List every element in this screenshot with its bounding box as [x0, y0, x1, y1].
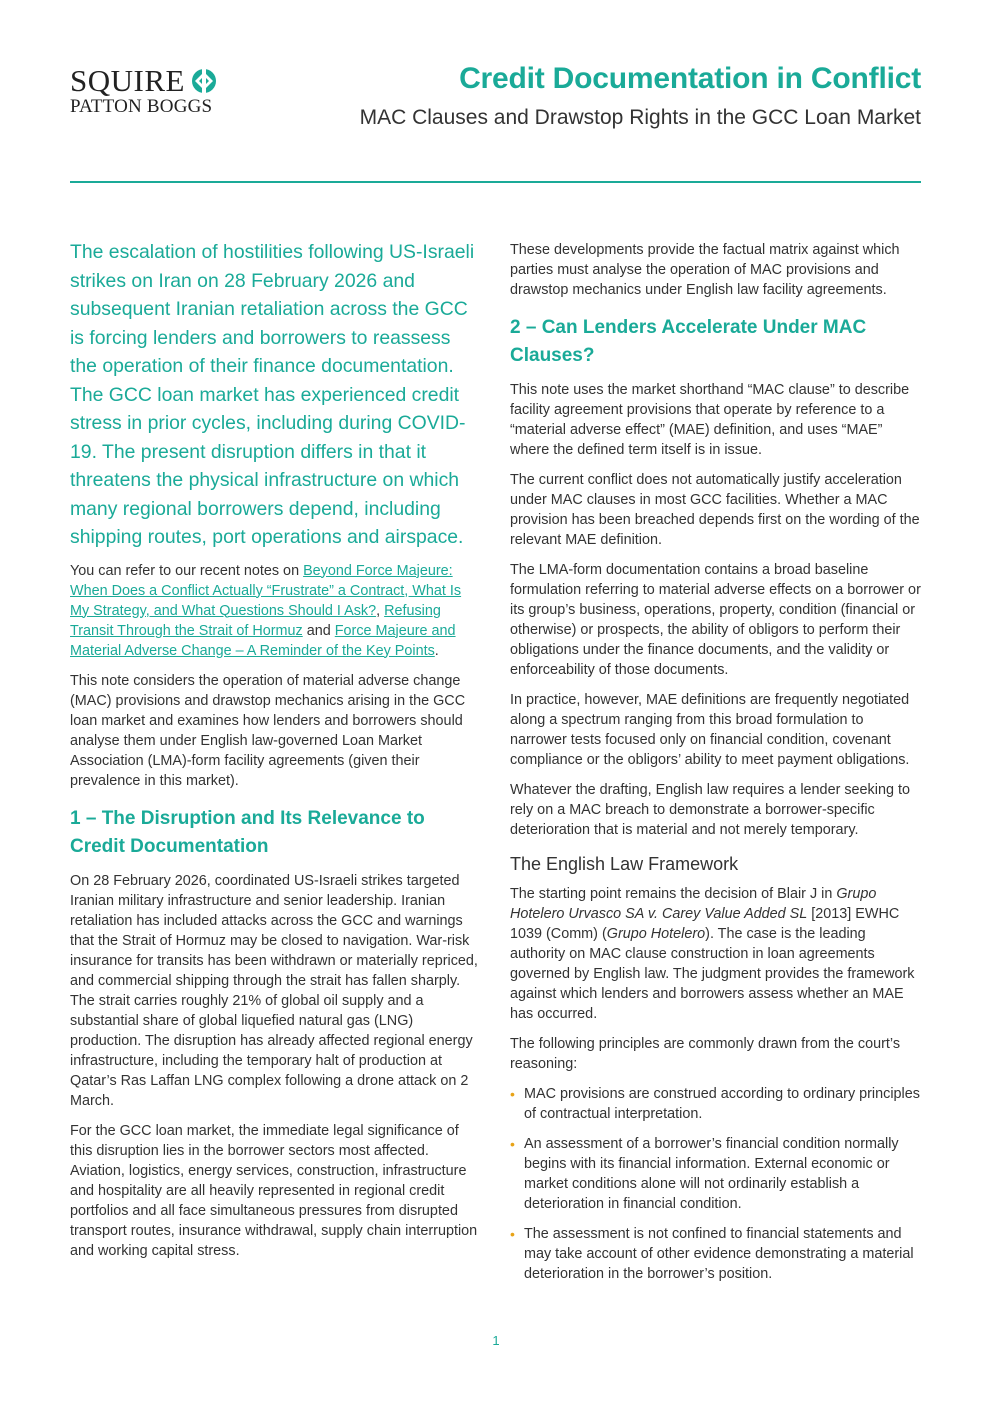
- right-column: [510, 240, 922, 1294]
- document-subtitle: MAC Clauses and Drawstop Rights in the GCC Loan Market: [359, 106, 921, 129]
- section-heading-1: 1 – The Disruption and Its Relevance to Credit Documentation: [70, 807, 425, 857]
- body-paragraph: This note uses the market shorthand “MAC clause” to describe facility agreement provisions that operate by reference to a “material adverse effect” (MAE) definition, and uses “MAE” where the defined term itself is in issue.: [510, 382, 910, 458]
- case-text-b: [2013] EWHC 1039 (Comm) (: [510, 906, 900, 942]
- list-item: [510, 1134, 922, 1214]
- principles-list: [510, 1084, 922, 1284]
- link-beyond-force-majeure[interactable]: Beyond Force Majeure: When Does a Conflict Actually “Frustrate” a Contract, What Is My Strategy, and What Questions Should I Ask?: [70, 562, 462, 619]
- case-text-a: The starting point remains the decision of Blair J in: [510, 886, 837, 902]
- logo-text-line2: PATTON BOGGS: [70, 96, 213, 117]
- lead-paragraph: The escalation of hostilities following US-Israeli strikes on Iran on 28 February 2026 and subsequent Iranian retaliation across the GCC is forcing lenders and borrowers to reassess the operation of their finance documentation. The GCC loan market has experienced credit stress in prior cycles, including during COVID-19. The present disruption differs in that it threatens the physical infrastructure on which many regional borrowers depend, including shipping routes, port operations and airspace.: [70, 241, 475, 548]
- body-paragraph: The current conflict does not automatically justify acceleration under MAC clauses in most GCC facilities. Whether a MAC provision has been breached depends first on the wording of the relevant MAE definition.: [510, 472, 920, 548]
- logo-mark-icon: [189, 66, 219, 96]
- body-paragraph: In practice, however, MAE definitions are frequently negotiated along a spectrum ranging from this broad formulation to narrower tests focused only on financial condition, covenant compliance or the obligors’ ability to meet payment obligations.: [510, 692, 910, 768]
- list-item-text: An assessment of a borrower’s financial condition normally begins with its financial information. External economic or market conditions alone will not ordinarily establish a deterioration in financial condition.: [524, 1136, 899, 1212]
- logo-text-line1: SQUIRE: [70, 63, 185, 98]
- company-logo: [70, 63, 250, 118]
- list-item-text: The assessment is not confined to financial statements and may take account of other evidence demonstrating a material deterioration in the borrower’s position.: [524, 1226, 914, 1282]
- case-name: Grupo Hotelero Urvasco SA v. Carey Value Added SL: [510, 886, 877, 922]
- body-paragraph: This note considers the operation of material adverse change (MAC) provisions and drawstop mechanics arising in the GCC loan market and examines how lenders and borrowers should analyse them under English law-governed Loan Market Association (LMA)-form facility agreements (given their prevalence in this market).: [70, 672, 466, 789]
- body-paragraph: These developments provide the factual matrix against which parties must analyse the operation of MAC provisions and drawstop mechanics under English law facility agreements.: [510, 242, 900, 298]
- link-refusing-transit[interactable]: Refusing Transit Through the Strait of Hormuz: [70, 602, 441, 639]
- body-paragraph: Whatever the drafting, English law requires a lender seeking to rely on a MAC breach to demonstrate a borrower-specific deterioration that is material and not merely temporary.: [510, 782, 910, 838]
- body-paragraph: The LMA-form documentation contains a broad baseline formulation referring to material adverse effects on a borrower or its group’s business, operations, property, condition (financial or otherwise) or prospects, the ability of obligors to perform their obligations under the finance documents, and the validity or enforceability of those documents.: [510, 562, 921, 678]
- link-force-majeure-mac[interactable]: Force Majeure and Material Adverse Change – A Reminder of the Key Points: [70, 622, 456, 659]
- case-short-name: Grupo Hotelero: [606, 926, 706, 942]
- document-title: Credit Documentation in Conflict: [459, 62, 921, 95]
- refer-separator-1: ,: [376, 602, 385, 619]
- bullet-icon: •: [510, 1086, 515, 1102]
- list-item: [510, 1084, 922, 1124]
- page-number: 1: [492, 1333, 500, 1348]
- refer-separator-2: and: [302, 622, 335, 639]
- list-item: [510, 1224, 922, 1284]
- subsection-heading: The English Law Framework: [510, 854, 739, 874]
- body-paragraph: On 28 February 2026, coordinated US-Israeli strikes targeted Iranian military infrastructure and senior leadership. Iranian retaliation has included attacks across the GCC and warnings that the Strait of Hormuz may be closed to navigation. War-risk insurance for transits has been withdrawn or materially repriced, and commercial shipping through the strait has fallen sharply. The strait carries roughly 21% of global oil supply and a substantial share of global liquefied natural gas (LNG) production. The disruption has already affected regional energy infrastructure, including the temporary halt of production at Qatar’s Ras Laffan LNG complex following a drone attack on 2 March.: [70, 872, 478, 1109]
- case-text-c: ). The case is the leading authority on MAC clause construction in loan agreements governed by English law. The judgment provides the framework against which lenders and borrowers assess whether an MAE has occurred.: [510, 926, 915, 1022]
- left-column: [70, 238, 482, 1271]
- section-heading-2: 2 – Can Lenders Accelerate Under MAC Clauses?: [510, 317, 867, 366]
- bullet-icon: •: [510, 1226, 515, 1242]
- header-divider: [70, 181, 921, 183]
- list-item-text: MAC provisions are construed according to ordinary principles of contractual interpretation.: [524, 1086, 920, 1122]
- body-paragraph: The following principles are commonly drawn from the court’s reasoning:: [510, 1036, 901, 1072]
- refer-paragraph: [70, 561, 482, 661]
- refer-end-text: .: [434, 642, 439, 659]
- body-paragraph-case: [510, 884, 922, 1024]
- bullet-icon: •: [510, 1136, 515, 1152]
- body-paragraph: For the GCC loan market, the immediate legal significance of this disruption lies in the borrower sectors most affected. Aviation, logistics, energy services, construction, infrastructure and hospitality are all heavily represented in regional credit portfolios and all face simultaneous pressures from disrupted transport routes, insurance withdrawal, supply chain interruption and working capital stress.: [70, 1122, 478, 1259]
- refer-intro-text: You can refer to our recent notes on: [70, 562, 304, 579]
